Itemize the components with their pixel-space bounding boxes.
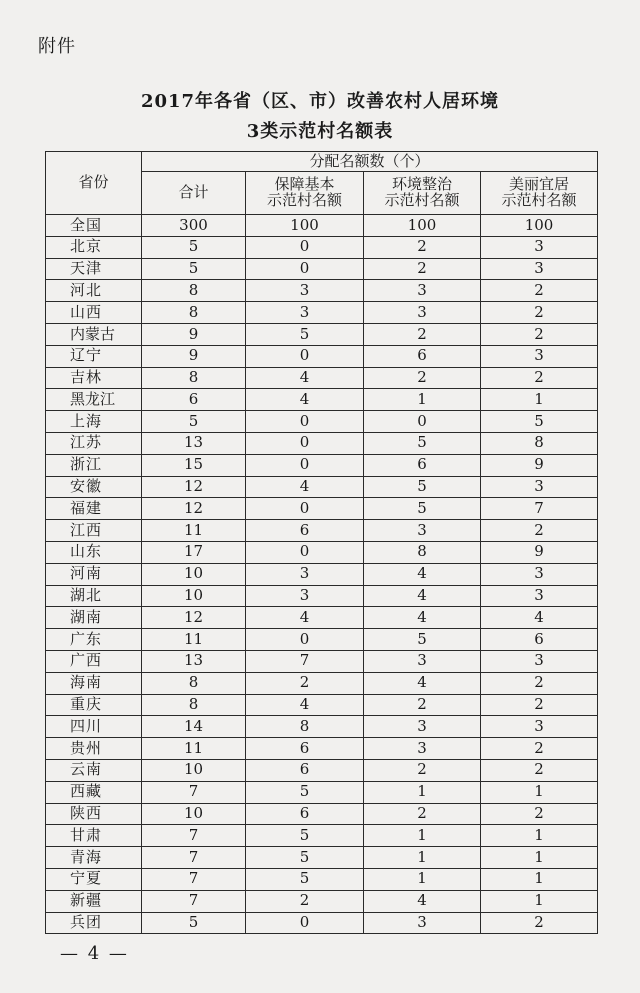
basic-quota-cell: 6 [246,520,364,542]
basic-quota-cell: 4 [246,694,364,716]
basic-quota-cell: 4 [246,607,364,629]
total-cell: 5 [142,258,246,280]
beautiful-quota-cell: 6 [481,629,598,651]
header-basic-line1: 保障基本 [274,175,335,194]
province-name: 内蒙古 [70,324,116,343]
province-name: 陕西 [70,804,101,823]
page-number: — 4 — [60,943,129,964]
environment-quota-cell: 1 [364,781,481,803]
beautiful-quota-cell: 2 [481,694,598,716]
environment-quota-cell: 1 [364,825,481,847]
total-cell: 11 [142,520,246,542]
beautiful-quota-cell: 3 [481,236,598,258]
environment-quota-cell: 3 [364,650,481,672]
header-quota-group: 分配名额数（个） [142,152,598,172]
table-row [46,476,598,498]
province-cell [46,498,142,520]
province-name: 江苏 [70,433,101,452]
province-name: 甘肃 [70,825,101,844]
province-cell [46,541,142,563]
basic-quota-cell: 0 [246,629,364,651]
table-row [46,694,598,716]
table-row [46,215,598,237]
table-row [46,825,598,847]
header-basic [246,172,364,215]
province-name: 吉林 [70,368,101,387]
total-cell: 5 [142,912,246,934]
province-cell [46,236,142,258]
header-environment-line1: 环境整治 [391,175,452,194]
province-cell [46,825,142,847]
total-cell: 9 [142,323,246,345]
table-row [46,541,598,563]
province-cell [46,215,142,237]
environment-quota-cell: 5 [364,498,481,520]
province-name: 河北 [70,280,101,299]
province-cell [46,411,142,433]
total-cell: 10 [142,803,246,825]
basic-quota-cell: 6 [246,759,364,781]
table-row [46,520,598,542]
province-name: 贵州 [70,738,101,757]
province-cell [46,781,142,803]
province-cell [46,389,142,411]
province-name: 广西 [70,651,101,670]
province-name: 湖南 [70,607,101,626]
table-row [46,607,598,629]
environment-quota-cell: 4 [364,585,481,607]
environment-quota-cell: 3 [364,738,481,760]
province-name: 新疆 [70,891,101,910]
table-row [46,345,598,367]
province-cell [46,847,142,869]
basic-quota-cell: 4 [246,367,364,389]
total-cell: 7 [142,825,246,847]
province-name: 宁夏 [70,869,101,888]
basic-quota-cell: 3 [246,585,364,607]
environment-quota-cell: 4 [364,607,481,629]
table-row [46,912,598,934]
province-cell [46,694,142,716]
document-title-line1: 2017年各省（区、市）改善农村人居环境 [140,91,500,112]
total-cell: 6 [142,389,246,411]
province-cell [46,432,142,454]
environment-quota-cell: 2 [364,759,481,781]
total-cell: 11 [142,738,246,760]
province-name: 黑龙江 [70,389,116,408]
basic-quota-cell: 0 [246,345,364,367]
province-cell [46,868,142,890]
header-beautiful-line1: 美丽宜居 [509,175,570,194]
basic-quota-cell: 2 [246,672,364,694]
environment-quota-cell: 2 [364,367,481,389]
basic-quota-cell: 5 [246,323,364,345]
basic-quota-cell: 3 [246,280,364,302]
basic-quota-cell: 5 [246,847,364,869]
quota-table [45,151,598,934]
province-cell [46,258,142,280]
table-row [46,716,598,738]
basic-quota-cell: 5 [246,825,364,847]
province-name: 西藏 [70,782,101,801]
environment-quota-cell: 2 [364,803,481,825]
total-cell: 10 [142,759,246,781]
province-cell [46,520,142,542]
basic-quota-cell: 3 [246,563,364,585]
total-cell: 5 [142,411,246,433]
environment-quota-cell: 3 [364,716,481,738]
province-cell [46,716,142,738]
header-basic-line2: 示范村名额 [266,191,342,209]
total-cell: 13 [142,432,246,454]
beautiful-quota-cell: 3 [481,716,598,738]
total-cell: 14 [142,716,246,738]
province-cell [46,585,142,607]
province-name: 兵团 [70,913,101,932]
basic-quota-cell: 8 [246,716,364,738]
environment-quota-cell: 6 [364,345,481,367]
basic-quota-cell: 0 [246,432,364,454]
environment-quota-cell: 4 [364,563,481,585]
environment-quota-cell: 8 [364,541,481,563]
province-cell [46,890,142,912]
beautiful-quota-cell: 3 [481,258,598,280]
total-cell: 7 [142,847,246,869]
beautiful-quota-cell: 100 [481,215,598,237]
header-province: 省份 [46,152,142,215]
basic-quota-cell: 5 [246,868,364,890]
total-cell: 13 [142,650,246,672]
province-cell [46,345,142,367]
quota-table-body [46,215,598,934]
total-cell: 12 [142,607,246,629]
table-row [46,236,598,258]
table-row [46,585,598,607]
province-cell [46,803,142,825]
total-cell: 7 [142,781,246,803]
province-name: 全国 [70,215,101,234]
beautiful-quota-cell: 3 [481,563,598,585]
beautiful-quota-cell: 2 [481,803,598,825]
environment-quota-cell: 2 [364,258,481,280]
total-cell: 8 [142,367,246,389]
total-cell: 8 [142,280,246,302]
environment-quota-cell: 3 [364,280,481,302]
total-cell: 8 [142,302,246,324]
province-name: 北京 [70,237,101,256]
header-environment [364,172,481,215]
table-row [46,629,598,651]
quota-table-header [46,152,598,215]
table-row [46,498,598,520]
environment-quota-cell: 100 [364,215,481,237]
province-cell [46,302,142,324]
province-name: 四川 [70,716,101,735]
total-cell: 300 [142,215,246,237]
beautiful-quota-cell: 2 [481,759,598,781]
table-row [46,781,598,803]
province-cell [46,280,142,302]
beautiful-quota-cell: 4 [481,607,598,629]
environment-quota-cell: 2 [364,236,481,258]
table-row [46,868,598,890]
province-name: 青海 [70,847,101,866]
environment-quota-cell: 2 [364,694,481,716]
table-row [46,759,598,781]
beautiful-quota-cell: 7 [481,498,598,520]
environment-quota-cell: 2 [364,323,481,345]
province-name: 山西 [70,302,101,321]
beautiful-quota-cell: 3 [481,476,598,498]
basic-quota-cell: 0 [246,912,364,934]
province-name: 重庆 [70,695,101,714]
province-cell [46,563,142,585]
beautiful-quota-cell: 5 [481,411,598,433]
basic-quota-cell: 0 [246,541,364,563]
environment-quota-cell: 1 [364,847,481,869]
beautiful-quota-cell: 1 [481,890,598,912]
total-cell: 5 [142,236,246,258]
table-row [46,302,598,324]
table-row [46,280,598,302]
province-name: 广东 [70,629,101,648]
environment-quota-cell: 6 [364,454,481,476]
beautiful-quota-cell: 2 [481,323,598,345]
table-row [46,432,598,454]
table-row [46,563,598,585]
province-name: 湖北 [70,586,101,605]
province-cell [46,323,142,345]
table-row [46,672,598,694]
province-name: 天津 [70,259,101,278]
table-row [46,454,598,476]
header-environment-line2: 示范村名额 [384,191,460,209]
attachment-label: 附件 [38,36,76,57]
province-cell [46,454,142,476]
basic-quota-cell: 0 [246,498,364,520]
basic-quota-cell: 6 [246,803,364,825]
basic-quota-cell: 4 [246,476,364,498]
environment-quota-cell: 3 [364,912,481,934]
basic-quota-cell: 4 [246,389,364,411]
total-cell: 15 [142,454,246,476]
basic-quota-cell: 5 [246,781,364,803]
province-cell [46,367,142,389]
table-row [46,847,598,869]
beautiful-quota-cell: 9 [481,454,598,476]
table-row [46,258,598,280]
beautiful-quota-cell: 9 [481,541,598,563]
environment-quota-cell: 3 [364,302,481,324]
beautiful-quota-cell: 1 [481,868,598,890]
basic-quota-cell: 0 [246,236,364,258]
environment-quota-cell: 4 [364,890,481,912]
province-cell [46,672,142,694]
table-row [46,803,598,825]
province-cell [46,629,142,651]
environment-quota-cell: 5 [364,629,481,651]
province-cell [46,759,142,781]
beautiful-quota-cell: 3 [481,650,598,672]
province-name: 云南 [70,760,101,779]
province-name: 辽宁 [70,346,101,365]
beautiful-quota-cell: 1 [481,825,598,847]
header-beautiful [481,172,598,215]
basic-quota-cell: 0 [246,411,364,433]
table-row [46,650,598,672]
header-beautiful-line2: 示范村名额 [501,191,577,209]
province-name: 安徽 [70,477,101,496]
basic-quota-cell: 2 [246,890,364,912]
beautiful-quota-cell: 2 [481,912,598,934]
province-name: 福建 [70,498,101,517]
basic-quota-cell: 0 [246,258,364,280]
environment-quota-cell: 1 [364,389,481,411]
total-cell: 12 [142,498,246,520]
basic-quota-cell: 100 [246,215,364,237]
basic-quota-cell: 3 [246,302,364,324]
total-cell: 8 [142,672,246,694]
beautiful-quota-cell: 1 [481,389,598,411]
province-name: 山东 [70,542,101,561]
table-row [46,738,598,760]
environment-quota-cell: 4 [364,672,481,694]
beautiful-quota-cell: 2 [481,302,598,324]
beautiful-quota-cell: 2 [481,520,598,542]
table-row [46,367,598,389]
province-cell [46,476,142,498]
province-name: 海南 [70,673,101,692]
header-total: 合计 [142,172,246,215]
province-name: 上海 [70,411,101,430]
beautiful-quota-cell: 3 [481,585,598,607]
basic-quota-cell: 6 [246,738,364,760]
total-cell: 10 [142,563,246,585]
environment-quota-cell: 5 [364,476,481,498]
beautiful-quota-cell: 2 [481,738,598,760]
total-cell: 12 [142,476,246,498]
total-cell: 7 [142,868,246,890]
province-name: 江西 [70,520,101,539]
environment-quota-cell: 3 [364,520,481,542]
environment-quota-cell: 0 [364,411,481,433]
beautiful-quota-cell: 8 [481,432,598,454]
environment-quota-cell: 1 [364,868,481,890]
total-cell: 9 [142,345,246,367]
beautiful-quota-cell: 3 [481,345,598,367]
beautiful-quota-cell: 1 [481,847,598,869]
table-row [46,389,598,411]
province-cell [46,912,142,934]
total-cell: 10 [142,585,246,607]
basic-quota-cell: 0 [246,454,364,476]
province-name: 河南 [70,564,101,583]
basic-quota-cell: 7 [246,650,364,672]
document-title-line2: 3类示范村名额表 [246,121,394,142]
province-cell [46,738,142,760]
province-name: 浙江 [70,455,101,474]
total-cell: 8 [142,694,246,716]
beautiful-quota-cell: 2 [481,672,598,694]
beautiful-quota-cell: 2 [481,280,598,302]
table-row [46,323,598,345]
beautiful-quota-cell: 2 [481,367,598,389]
beautiful-quota-cell: 1 [481,781,598,803]
province-cell [46,650,142,672]
table-row [46,890,598,912]
total-cell: 11 [142,629,246,651]
total-cell: 17 [142,541,246,563]
environment-quota-cell: 5 [364,432,481,454]
table-row [46,411,598,433]
province-cell [46,607,142,629]
total-cell: 7 [142,890,246,912]
